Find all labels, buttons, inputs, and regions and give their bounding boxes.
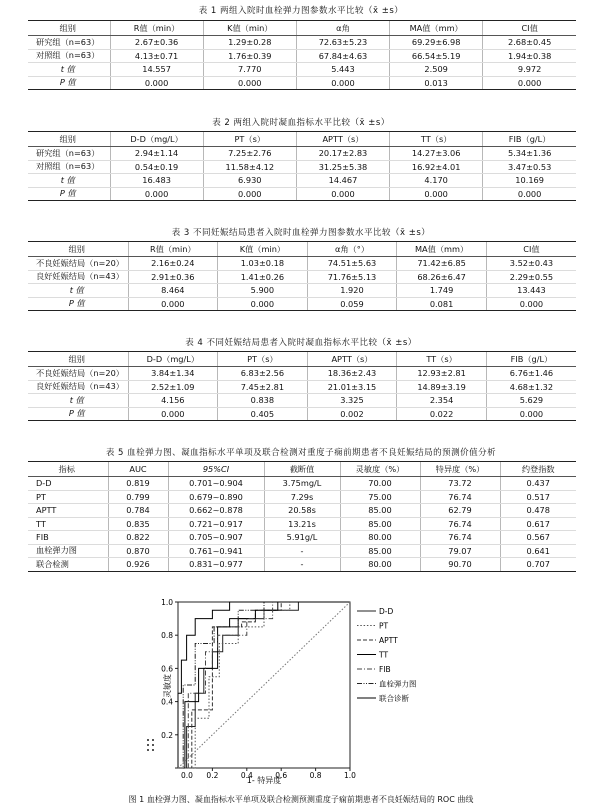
cell: 10.169 bbox=[483, 174, 576, 188]
cell: 0.641 bbox=[500, 544, 576, 558]
row-label: 研究组（n=63） bbox=[28, 36, 110, 50]
cell: 1.94±0.38 bbox=[483, 49, 576, 63]
header-cell: 灵敏度（%） bbox=[340, 462, 420, 477]
cell: 80.00 bbox=[340, 558, 420, 572]
cell: 0.081 bbox=[397, 297, 487, 311]
cell: 6.83±2.56 bbox=[218, 367, 308, 381]
cell: 1.749 bbox=[397, 284, 487, 298]
cell: 14.27±3.06 bbox=[390, 147, 483, 161]
cell: 3.75mg/L bbox=[264, 477, 340, 491]
cell: 2.94±1.14 bbox=[110, 147, 203, 161]
cell: 68.26±6.47 bbox=[397, 270, 487, 284]
cell: 0.022 bbox=[397, 407, 487, 421]
cell: 1.29±0.28 bbox=[203, 36, 296, 50]
cell: 75.00 bbox=[340, 490, 420, 504]
cell: 74.51±5.63 bbox=[307, 257, 397, 271]
header-cell: PT（s） bbox=[218, 352, 308, 367]
row-label: 对照组（n=63） bbox=[28, 160, 110, 174]
cell: 0.000 bbox=[110, 187, 203, 201]
row-label: PT bbox=[28, 490, 108, 504]
cell: 0.761~0.941 bbox=[168, 544, 264, 558]
cell: 18.36±2.43 bbox=[307, 367, 397, 381]
cell: 20.58s bbox=[264, 504, 340, 518]
row-label: 血栓弹力图 bbox=[28, 544, 108, 558]
cell: 80.00 bbox=[340, 531, 420, 545]
header-cell: TT（s） bbox=[397, 352, 487, 367]
header-cell: FIB（g/L） bbox=[486, 352, 576, 367]
cell: 69.29±6.98 bbox=[390, 36, 483, 50]
cell: 0.819 bbox=[108, 477, 168, 491]
origin-tick-label: 0.0 bbox=[181, 771, 193, 780]
cell: 0.000 bbox=[483, 187, 576, 201]
cell: 3.84±1.34 bbox=[128, 367, 218, 381]
row-label: P 值 bbox=[28, 76, 110, 90]
header-cell: α角（°） bbox=[307, 242, 397, 257]
cell: 2.52±1.09 bbox=[128, 380, 218, 394]
cell: 71.42±6.85 bbox=[397, 257, 487, 271]
x-axis-label: 1- 特异度 bbox=[246, 776, 282, 785]
x-tick-label: 0.2 bbox=[206, 771, 219, 780]
header-cell: 截断值 bbox=[264, 462, 340, 477]
y-tick-label: 0.8 bbox=[161, 631, 173, 641]
cell: 0.926 bbox=[108, 558, 168, 572]
legend-label: 血栓弹力图 bbox=[379, 679, 417, 689]
header-cell: 组别 bbox=[28, 242, 128, 257]
cell: 0.002 bbox=[307, 407, 397, 421]
cell: 0.000 bbox=[296, 76, 389, 90]
row-label: 良好妊娠结局（n=43） bbox=[28, 270, 128, 284]
header-cell: MA值（mm） bbox=[397, 242, 487, 257]
cell: 0.000 bbox=[486, 297, 576, 311]
cell: 13.21s bbox=[264, 517, 340, 531]
cell: 70.00 bbox=[340, 477, 420, 491]
x-tick-label: 0.6 bbox=[275, 771, 288, 780]
cell: 0.437 bbox=[500, 477, 576, 491]
cell: 2.16±0.24 bbox=[128, 257, 218, 271]
axis-fragment-marks bbox=[147, 739, 154, 751]
cell: 7.29s bbox=[264, 490, 340, 504]
table1-caption: 表 1 两组入院时血栓弹力图参数水平比较（x̄ ±s） bbox=[198, 6, 404, 16]
cell: 0.822 bbox=[108, 531, 168, 545]
header-cell: K值（min） bbox=[203, 21, 296, 36]
legend-label: TT bbox=[379, 650, 389, 660]
cell: 76.74 bbox=[420, 490, 500, 504]
legend-label: PT bbox=[379, 621, 389, 631]
table3-caption: 表 3 不同妊娠结局患者入院时血栓弹力图参数水平比较（x̄ ±s） bbox=[171, 228, 431, 238]
cell: 13.443 bbox=[486, 284, 576, 298]
cell: 7.770 bbox=[203, 63, 296, 77]
cell: 4.68±1.32 bbox=[486, 380, 576, 394]
row-label: APTT bbox=[28, 504, 108, 518]
row-label: 研究组（n=63） bbox=[28, 147, 110, 161]
cell: 8.464 bbox=[128, 284, 218, 298]
header-cell: α角 bbox=[296, 21, 389, 36]
row-label: TT bbox=[28, 517, 108, 531]
x-tick-label: 0.4 bbox=[240, 771, 253, 780]
cell: 11.58±4.12 bbox=[203, 160, 296, 174]
row-label: FIB bbox=[28, 531, 108, 545]
header-cell: D-D（mg/L） bbox=[110, 132, 203, 147]
cell: 4.13±0.71 bbox=[110, 49, 203, 63]
cell: 1.76±0.39 bbox=[203, 49, 296, 63]
cell: 2.91±0.36 bbox=[128, 270, 218, 284]
cell: 20.17±2.83 bbox=[296, 147, 389, 161]
row-label: D-D bbox=[28, 477, 108, 491]
header-cell: 约登指数 bbox=[500, 462, 576, 477]
cell: 14.89±3.19 bbox=[397, 380, 487, 394]
cell: 0.838 bbox=[218, 394, 308, 408]
header-cell: CI值 bbox=[486, 242, 576, 257]
legend-label: APTT bbox=[379, 636, 398, 645]
header-cell: R值（min） bbox=[128, 242, 218, 257]
legend-label: 联合诊断 bbox=[379, 694, 409, 703]
header-cell: MA值（mm） bbox=[390, 21, 483, 36]
row-label: P 值 bbox=[28, 407, 128, 421]
cell: 9.972 bbox=[483, 63, 576, 77]
cell: 0.000 bbox=[203, 76, 296, 90]
cell: 0.000 bbox=[128, 407, 218, 421]
cell: 0.617 bbox=[500, 517, 576, 531]
header-cell: D-D（mg/L） bbox=[128, 352, 218, 367]
cell: 0.831~0.977 bbox=[168, 558, 264, 572]
cell: 12.93±2.81 bbox=[397, 367, 487, 381]
cell: 7.45±2.81 bbox=[218, 380, 308, 394]
header-cell: FIB（g/L） bbox=[483, 132, 576, 147]
cell: 0.517 bbox=[500, 490, 576, 504]
cell: 7.25±2.76 bbox=[203, 147, 296, 161]
cell: 2.67±0.36 bbox=[110, 36, 203, 50]
cell: 1.03±0.18 bbox=[218, 257, 308, 271]
header-cell: 组别 bbox=[28, 132, 110, 147]
cell: 0.000 bbox=[483, 76, 576, 90]
y-tick-label: 0.6 bbox=[161, 664, 173, 674]
header-cell: APTT（s） bbox=[307, 352, 397, 367]
cell: 0.000 bbox=[110, 76, 203, 90]
cell: 6.930 bbox=[203, 174, 296, 188]
cell: 79.07 bbox=[420, 544, 500, 558]
header-cell: 特异度（%） bbox=[420, 462, 500, 477]
cell: 90.70 bbox=[420, 558, 500, 572]
cell: 0.784 bbox=[108, 504, 168, 518]
header-cell: APTT（s） bbox=[296, 132, 389, 147]
cell: 0.059 bbox=[307, 297, 397, 311]
cell: 4.170 bbox=[390, 174, 483, 188]
cell: 5.91g/L bbox=[264, 531, 340, 545]
cell: 1.41±0.26 bbox=[218, 270, 308, 284]
cell: 5.34±1.36 bbox=[483, 147, 576, 161]
cell: 14.467 bbox=[296, 174, 389, 188]
cell: 76.74 bbox=[420, 517, 500, 531]
cell: 0.000 bbox=[296, 187, 389, 201]
table5-caption: 表 5 血栓弹力图、凝血指标水平单项及联合检测对重度子痫前期患者不良妊娠结局的预测价值分析 bbox=[105, 448, 497, 458]
row-label: t 值 bbox=[28, 174, 110, 188]
header-cell: K值（min） bbox=[218, 242, 308, 257]
cell: 0.000 bbox=[218, 297, 308, 311]
row-label: t 值 bbox=[28, 394, 128, 408]
cell: 5.443 bbox=[296, 63, 389, 77]
cell: 1.920 bbox=[307, 284, 397, 298]
cell: - bbox=[264, 544, 340, 558]
y-axis-label: 灵敏度 bbox=[163, 674, 172, 698]
table4-caption: 表 4 不同妊娠结局患者入院时凝血指标水平比较（x̄ ±s） bbox=[185, 338, 417, 348]
cell: 62.79 bbox=[420, 504, 500, 518]
header-cell: 95%CI bbox=[168, 462, 264, 477]
header-cell: 组别 bbox=[28, 21, 110, 36]
header-cell: PT（s） bbox=[203, 132, 296, 147]
cell: 66.54±5.19 bbox=[390, 49, 483, 63]
cell: - bbox=[264, 558, 340, 572]
cell: 76.74 bbox=[420, 531, 500, 545]
row-label: 不良妊娠结局（n=20） bbox=[28, 257, 128, 271]
header-cell: 指标 bbox=[28, 462, 108, 477]
cell: 31.25±5.38 bbox=[296, 160, 389, 174]
x-tick-label: 0.8 bbox=[309, 771, 322, 780]
cell: 72.63±5.23 bbox=[296, 36, 389, 50]
cell: 0.000 bbox=[128, 297, 218, 311]
cell: 0.013 bbox=[390, 76, 483, 90]
roc-ticks bbox=[161, 598, 356, 780]
header-cell: R值（min） bbox=[110, 21, 203, 36]
row-label: P 值 bbox=[28, 187, 110, 201]
row-label: 良好妊娠结局（n=43） bbox=[28, 380, 128, 394]
cell: 85.00 bbox=[340, 517, 420, 531]
cell: 71.76±5.13 bbox=[307, 270, 397, 284]
header-cell: TT（s） bbox=[390, 132, 483, 147]
row-label: P 值 bbox=[28, 297, 128, 311]
cell: 5.900 bbox=[218, 284, 308, 298]
cell: 0.567 bbox=[500, 531, 576, 545]
legend-label: FIB bbox=[379, 665, 391, 674]
figure-caption: 图 1 血栓弹力图、凝血指标水平单项及联合检测预测重度子痫前期患者不良妊娠结局的 ROC 曲线 bbox=[128, 795, 474, 804]
x-tick-label: 1.0 bbox=[344, 771, 356, 780]
header-cell: AUC bbox=[108, 462, 168, 477]
cell: 3.52±0.43 bbox=[486, 257, 576, 271]
cell: 0.54±0.19 bbox=[110, 160, 203, 174]
legend-label: D-D bbox=[379, 607, 394, 616]
row-label: 不良妊娠结局（n=20） bbox=[28, 367, 128, 381]
cell: 14.557 bbox=[110, 63, 203, 77]
cell: 0.679~0.890 bbox=[168, 490, 264, 504]
cell: 0.662~0.878 bbox=[168, 504, 264, 518]
cell: 0.701~0.904 bbox=[168, 477, 264, 491]
cell: 4.156 bbox=[128, 394, 218, 408]
y-tick-label: 1.0 bbox=[161, 598, 173, 607]
row-label: t 值 bbox=[28, 63, 110, 77]
header-cell: CI值 bbox=[483, 21, 576, 36]
cell: 0.799 bbox=[108, 490, 168, 504]
cell: 2.354 bbox=[397, 394, 487, 408]
cell: 3.325 bbox=[307, 394, 397, 408]
roc-series bbox=[178, 602, 350, 768]
y-tick-label: 0.2 bbox=[161, 730, 173, 740]
cell: 73.72 bbox=[420, 477, 500, 491]
cell: 0.478 bbox=[500, 504, 576, 518]
cell: 16.92±4.01 bbox=[390, 160, 483, 174]
row-label: 对照组（n=63） bbox=[28, 49, 110, 63]
cell: 85.00 bbox=[340, 544, 420, 558]
row-label: t 值 bbox=[28, 284, 128, 298]
cell: 0.000 bbox=[203, 187, 296, 201]
cell: 21.01±3.15 bbox=[307, 380, 397, 394]
cell: 67.84±4.63 bbox=[296, 49, 389, 63]
cell: 2.68±0.45 bbox=[483, 36, 576, 50]
cell: 16.483 bbox=[110, 174, 203, 188]
cell: 0.835 bbox=[108, 517, 168, 531]
cell: 0.000 bbox=[486, 407, 576, 421]
cell: 2.29±0.55 bbox=[486, 270, 576, 284]
cell: 0.870 bbox=[108, 544, 168, 558]
cell: 0.707 bbox=[500, 558, 576, 572]
cell: 0.000 bbox=[390, 187, 483, 201]
cell: 5.629 bbox=[486, 394, 576, 408]
cell: 0.405 bbox=[218, 407, 308, 421]
row-label: 联合检测 bbox=[28, 558, 108, 572]
cell: 85.00 bbox=[340, 504, 420, 518]
cell: 0.721~0.917 bbox=[168, 517, 264, 531]
roc-legend bbox=[357, 607, 417, 703]
y-tick-label: 0.4 bbox=[161, 697, 173, 707]
cell: 3.47±0.53 bbox=[483, 160, 576, 174]
cell: 0.705~0.907 bbox=[168, 531, 264, 545]
cell: 6.76±1.46 bbox=[486, 367, 576, 381]
table2-caption: 表 2 两组入院时凝血指标水平比较（x̄ ±s） bbox=[212, 118, 390, 128]
cell: 2.509 bbox=[390, 63, 483, 77]
header-cell: 组别 bbox=[28, 352, 128, 367]
